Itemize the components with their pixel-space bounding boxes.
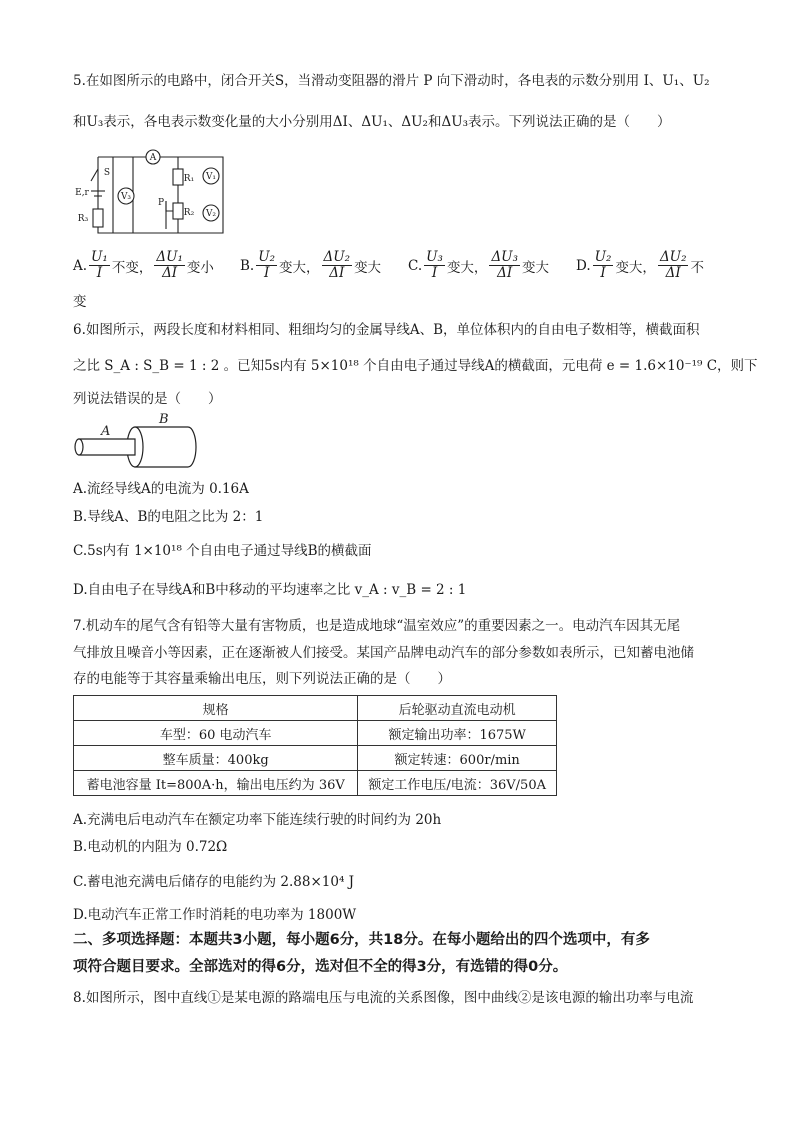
section2-heading-line2: 项符合题目要求。全部选对的得6分，选对但不全的得3分，有选错的得0分。 bbox=[73, 959, 568, 975]
q7-stem-line2: 气排放且噪音小等因素，正在逐渐被人们接受。某国产品牌电动汽车的部分参数如表所示，已知蓄电池储 bbox=[73, 645, 694, 661]
q6-option-a: A.流经导线A的电流为 0.16A bbox=[73, 481, 249, 497]
q7-spec-table bbox=[73, 695, 557, 796]
q7-stem-line1: 7.机动车的尾气含有铅等大量有害物质，也是造成地球“温室效应”的重要因素之一。电动汽车因其无尾 bbox=[73, 618, 681, 634]
table-cell: 额定转速：600r/min bbox=[358, 746, 557, 771]
q5-circuit-diagram bbox=[73, 143, 233, 243]
table-cell: 整车质量：400kg bbox=[74, 746, 358, 771]
q5-option-b: B. $\frac{\text{U₂}}{I}$ 变大， $\frac{\text{ΔU₂}}{\Delta I}$ 变大 bbox=[240, 249, 382, 281]
table-header: 规格 bbox=[74, 696, 358, 721]
table-row bbox=[74, 746, 557, 771]
q6-stem-line2: 之比 S_A : S_B = 1 : 2 。已知5s内有 5×10¹⁸ 个自由电子通过导线A的横截面，元电荷 e = 1.6×10⁻¹⁹ C，则下 bbox=[73, 358, 758, 374]
q5-stem-line1: 5.在如图所示的电路中，闭合开关S，当滑动变阻器的滑片 P 向下滑动时，各电表的示数分别用 I、U₁、U₂ bbox=[73, 73, 710, 89]
r2-label: R₂ bbox=[183, 208, 195, 218]
slider-label: P bbox=[157, 198, 165, 208]
q6-stem-line1: 6.如图所示，两段长度和材料相同、粗细均匀的金属导线A、B，单位体积内的自由电子数相等，横截面积 bbox=[73, 322, 700, 338]
switch-label: S bbox=[103, 168, 111, 178]
section2-heading-line1: 二、多项选择题：本题共3小题，每小题6分，共18分。在每小题给出的四个选项中，有多 bbox=[73, 932, 650, 948]
table-cell: 蓄电池容量 It=800A·h，输出电压约为 36V bbox=[74, 771, 358, 796]
table-row bbox=[74, 721, 557, 746]
table-row bbox=[74, 771, 557, 796]
q6-option-d: D.自由电子在导线A和B中移动的平均速率之比 v_A : v_B = 2 : 1 bbox=[73, 582, 467, 598]
source-label: E,r bbox=[75, 188, 89, 198]
wire-a-label: A bbox=[101, 424, 111, 439]
q5-stem-line2: 和U₃表示，各电表示数变化量的大小分别用ΔI、ΔU₁、ΔU₂和ΔU₃表示。下列说法正确的是（ ） bbox=[73, 114, 671, 130]
q5-option-d: D. $\frac{\text{U₂}}{I}$ 变大， $\frac{\text{ΔU₂}}{\Delta I}$ 不 bbox=[576, 249, 704, 281]
q6-option-c: C.5s内有 1×10¹⁸ 个自由电子通过导线B的横截面 bbox=[73, 543, 372, 559]
ammeter-label: A bbox=[149, 153, 157, 163]
table-cell: 车型：60 电动汽车 bbox=[74, 721, 358, 746]
q7-option-a: A.充满电后电动汽车在额定功率下能连续行驶的时间约为 20h bbox=[73, 812, 442, 828]
q7-stem-line3: 存的电能等于其容量乘输出电压，则下列说法正确的是（ ） bbox=[73, 671, 451, 687]
v3-label: V₃ bbox=[120, 192, 132, 202]
q6-stem-line3: 列说法错误的是（ ） bbox=[73, 391, 222, 407]
v1-label: V₁ bbox=[205, 172, 217, 182]
q7-option-c: C.蓄电池充满电后储存的电能约为 2.88×10⁴ J bbox=[73, 874, 355, 890]
wire-b-label: B bbox=[159, 413, 169, 427]
q8-stem-line1: 8.如图所示，图中直线①是某电源的路端电压与电流的关系图像，图中曲线②是该电源的输出功率与电流 bbox=[73, 990, 694, 1006]
v2-label: V₂ bbox=[205, 209, 217, 219]
q5-option-a: A. $\frac{\text{U₁}}{I}$ 不变， $\frac{\text{ΔU₁}}{\Delta I}$ 变小 bbox=[73, 249, 214, 281]
table-cell: 额定输出功率：1675W bbox=[358, 721, 557, 746]
r3-label: R₃ bbox=[77, 214, 89, 224]
q6-wire-diagram bbox=[73, 413, 203, 473]
q5-option-d-wrap: 变 bbox=[73, 294, 87, 310]
q6-option-b: B.导线A、B的电阻之比为 2：1 bbox=[73, 509, 264, 525]
r1-label: R₁ bbox=[183, 174, 195, 184]
table-cell: 额定工作电压/电流：36V/50A bbox=[358, 771, 557, 796]
table-header: 后轮驱动直流电动机 bbox=[358, 696, 557, 721]
q7-option-b: B.电动机的内阻为 0.72Ω bbox=[73, 839, 228, 855]
table-header-row bbox=[74, 696, 557, 721]
q5-option-c: C. $\frac{\text{U₃}}{I}$ 变大， $\frac{\text{ΔU₃}}{\Delta I}$ 变大 bbox=[408, 249, 549, 281]
q7-option-d: D.电动汽车正常工作时消耗的电功率为 1800W bbox=[73, 907, 357, 923]
